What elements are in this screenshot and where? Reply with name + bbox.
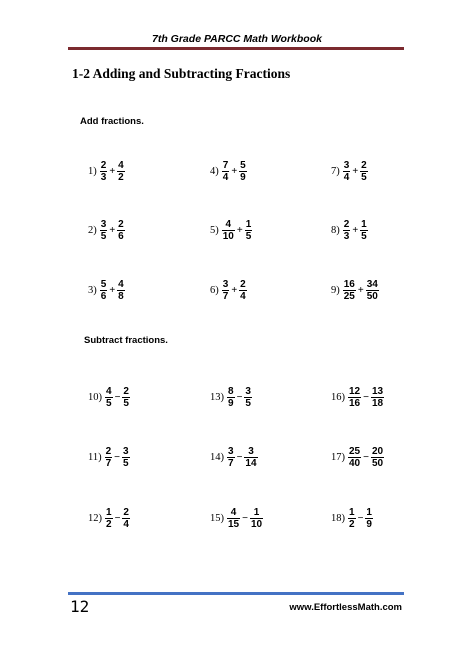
denominator: 6 [100,291,107,302]
fraction [245,219,253,242]
fraction [100,219,108,242]
numerator: 8 [228,386,234,397]
problem-number: 16) [331,392,345,403]
denominator: 3 [343,231,350,242]
numerator: 2 [240,279,246,290]
footer-divider [68,592,404,595]
denominator: 9 [228,398,234,409]
denominator: 5 [123,398,129,409]
denominator: 5 [361,172,367,183]
denominator: 9 [366,519,372,530]
operator: − [363,392,369,403]
numerator: 20 [371,446,384,457]
fraction [117,219,125,242]
operator: − [236,452,243,463]
problem-number: 12) [88,513,102,524]
problem-number: 3) [88,285,97,296]
fraction [122,507,130,530]
numerator: 7 [222,160,229,171]
numerator: 12 [349,386,361,397]
operator: + [109,166,116,177]
fraction [105,507,113,530]
problem-number: 18) [331,513,345,524]
problem-number: 14) [210,452,224,463]
fraction [122,386,130,409]
operator: − [242,513,248,524]
denominator: 4 [343,172,350,183]
fraction [105,446,113,469]
section-title: 1-2 Adding and Subtracting Fractions [72,66,291,81]
numerator: 4 [225,219,232,230]
numerator: 3 [100,219,107,230]
denominator: 5 [245,231,252,242]
numerator: 4 [118,279,124,290]
operator: − [114,392,121,403]
numerator: 4 [118,160,124,171]
denominator: 9 [240,172,246,183]
numerator: 2 [105,446,112,457]
denominator: 15 [228,519,240,530]
add-problem [210,219,252,242]
operator: + [231,285,238,296]
page-number: 12 [70,597,90,616]
fraction [227,507,240,530]
problem-number: 13) [210,392,224,403]
numerator: 2 [118,219,124,230]
denominator: 2 [106,519,112,530]
operator: + [109,285,116,296]
numerator: 3 [123,446,129,457]
numerator: 3 [343,160,350,171]
fraction [117,279,125,302]
problem-number: 10) [88,392,102,403]
fraction [222,279,230,302]
subtract-problem [210,507,263,530]
operator: + [357,285,364,296]
numerator: 2 [343,219,350,230]
add-problem [331,279,379,302]
numerator: 1 [361,219,367,230]
problem-number: 1) [88,166,97,177]
subtract-problem [88,446,130,469]
fraction [244,386,252,409]
fraction [348,446,361,469]
denominator: 4 [123,519,129,530]
numerator: 4 [230,507,237,518]
fraction [227,386,235,409]
subtract-problem [210,446,258,469]
fraction [222,219,235,242]
denominator: 50 [366,291,378,302]
fraction [360,160,368,183]
denominator: 5 [361,231,367,242]
fraction [244,446,257,469]
subtract-problem [331,446,384,469]
subtract-problem [331,386,384,409]
subtract-problem [88,507,130,530]
numerator: 5 [100,279,107,290]
subtract-fractions-heading: Subtract fractions. [84,335,168,346]
operator: + [352,225,359,236]
fraction [360,219,368,242]
numerator: 34 [366,279,378,290]
denominator: 5 [245,398,251,409]
denominator: 10 [222,231,234,242]
problem-number: 4) [210,166,219,177]
numerator: 2 [123,507,129,518]
denominator: 16 [349,398,361,409]
subtract-problem [331,507,373,530]
numerator: 1 [253,507,260,518]
add-problem [331,160,368,183]
add-problem [210,279,247,302]
denominator: 6 [118,231,124,242]
denominator: 5 [100,231,107,242]
problem-number: 7) [331,166,340,177]
add-problem [88,219,125,242]
operator: + [109,225,116,236]
operator: + [352,166,359,177]
fraction [100,279,108,302]
subtract-problem [210,386,252,409]
numerator: 4 [106,386,112,397]
denominator: 10 [250,519,263,530]
problem-number: 17) [331,452,345,463]
numerator: 1 [366,507,372,518]
problem-number: 5) [210,225,219,236]
fraction [365,507,373,530]
fraction [343,219,351,242]
fraction [239,160,247,183]
denominator: 25 [343,291,355,302]
denominator: 2 [118,172,124,183]
denominator: 7 [105,458,112,469]
website-url: www.EffortlessMath.com [289,602,402,613]
operator: + [231,166,238,177]
problem-number: 6) [210,285,219,296]
numerator: 1 [245,219,252,230]
numerator: 2 [100,160,107,171]
denominator: 7 [222,291,229,302]
operator: + [236,225,243,236]
denominator: 2 [349,519,355,530]
denominator: 4 [222,172,229,183]
denominator: 18 [371,398,384,409]
numerator: 3 [245,386,251,397]
fraction [117,160,125,183]
header-divider [68,47,404,50]
numerator: 1 [106,507,112,518]
fraction [366,279,379,302]
numerator: 1 [349,507,355,518]
add-problem [331,219,368,242]
problem-number: 11) [88,452,102,463]
operator: − [114,452,121,463]
denominator: 3 [100,172,107,183]
numerator: 25 [349,446,361,457]
fraction [343,160,351,183]
problem-number: 15) [210,513,224,524]
numerator: 3 [248,446,254,457]
numerator: 3 [228,446,234,457]
numerator: 16 [343,279,355,290]
problem-number: 8) [331,225,340,236]
numerator: 2 [123,386,129,397]
numerator: 13 [371,386,384,397]
fraction [227,446,235,469]
denominator: 14 [245,458,257,469]
numerator: 5 [240,160,246,171]
denominator: 4 [240,291,246,302]
denominator: 5 [106,398,112,409]
denominator: 50 [371,458,384,469]
denominator: 40 [349,458,361,469]
fraction [250,507,263,530]
fraction [343,279,356,302]
fraction [371,386,384,409]
subtract-problem [88,386,130,409]
problem-number: 2) [88,225,97,236]
numerator: 3 [222,279,229,290]
fraction [100,160,108,183]
fraction [239,279,247,302]
fraction [348,507,356,530]
denominator: 5 [123,458,129,469]
numerator: 2 [361,160,367,171]
add-fractions-heading: Add fractions. [80,116,144,127]
add-problem [88,160,125,183]
fraction [122,446,130,469]
operator: − [363,452,369,463]
fraction [105,386,113,409]
operator: − [357,513,364,524]
workbook-title: 7th Grade PARCC Math Workbook [152,33,322,45]
operator: − [236,392,243,403]
add-problem [88,279,125,302]
problem-number: 9) [331,285,340,296]
fraction [371,446,384,469]
fraction [348,386,361,409]
operator: − [114,513,121,524]
fraction [222,160,230,183]
add-problem [210,160,247,183]
denominator: 8 [118,291,124,302]
denominator: 7 [228,458,234,469]
